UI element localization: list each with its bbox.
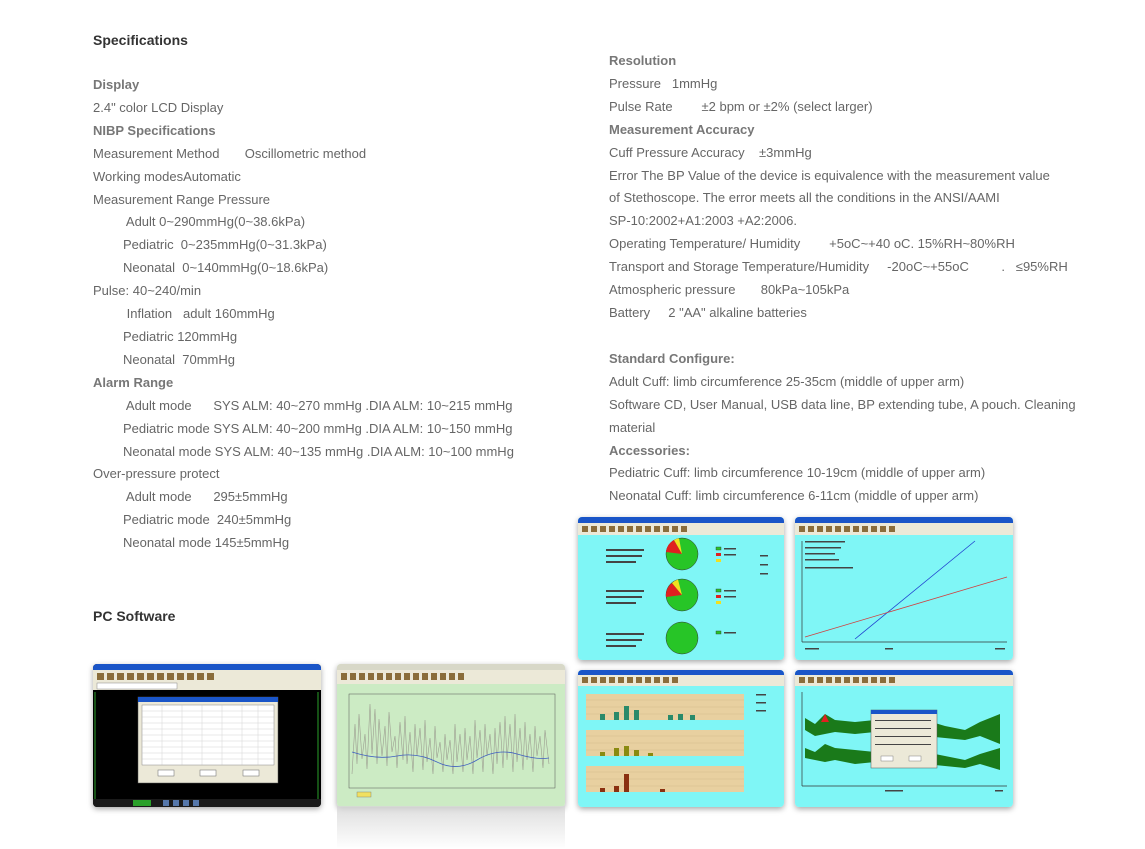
alarm-adult: Adult mode SYS ALM: 40~270 mmHg .DIA ALM: 10~215 mmHg bbox=[123, 397, 513, 413]
measurement-range: Measurement Range Pressure bbox=[93, 191, 271, 207]
display-heading: Display bbox=[93, 77, 140, 92]
software-screenshot-pie-charts bbox=[578, 517, 784, 660]
overpressure-heading: Over-pressure protect bbox=[93, 466, 220, 482]
software-screenshot-bar-charts bbox=[578, 670, 784, 807]
inflation-adult: Inflation adult 160mmHg bbox=[123, 306, 275, 322]
range-neonatal: Neonatal 0~140mmHg(0~18.6kPa) bbox=[123, 260, 329, 276]
cuff-accuracy: Cuff Pressure Accuracy ±3mmHg bbox=[609, 144, 812, 160]
range-pediatric: Pediatric 0~235mmHg(0~31.3kPa) bbox=[123, 237, 327, 253]
accessories-heading: Accessories: bbox=[609, 442, 690, 458]
measurement-method: Measurement Method Oscillometric method bbox=[93, 145, 367, 161]
resolution-pressure: Pressure 1mmHg bbox=[609, 75, 718, 91]
accessory-neonatal-cuff: Neonatal Cuff: limb circumference 6-11cm (middle of upper arm) bbox=[609, 488, 979, 504]
inflation-pediatric: Pediatric 120mmHg bbox=[123, 328, 238, 344]
working-modes: Working modesAutomatic bbox=[93, 168, 241, 184]
alarm-neonatal: Neonatal mode SYS ALM: 40~135 mmHg .DIA ALM: 10~100 mmHg bbox=[123, 443, 514, 459]
standard-software-line-2: material bbox=[609, 419, 656, 435]
accessory-pediatric-cuff: Pediatric Cuff: limb circumference 10-19cm (middle of upper arm) bbox=[609, 465, 986, 481]
overpressure-pediatric: Pediatric mode 240±5mmHg bbox=[123, 512, 292, 528]
pc-software-title: PC Software bbox=[93, 608, 176, 624]
accuracy-heading: Measurement Accuracy bbox=[609, 121, 755, 137]
range-adult: Adult 0~290mmHg(0~38.6kPa) bbox=[123, 214, 306, 230]
screenshot-reflection bbox=[337, 806, 565, 849]
battery: Battery 2 "AA" alkaline batteries bbox=[609, 304, 807, 320]
pulse-range: Pulse: 40~240/min bbox=[93, 283, 202, 299]
nibp-heading: NIBP Specifications bbox=[93, 122, 216, 138]
specs-left-column bbox=[93, 28, 573, 555]
resolution-pulse: Pulse Rate ±2 bpm or ±2% (select larger) bbox=[609, 98, 873, 114]
alarm-heading: Alarm Range bbox=[93, 374, 174, 390]
software-screenshot-trend-chart bbox=[337, 664, 565, 807]
alarm-pediatric: Pediatric mode SYS ALM: 40~200 mmHg .DIA ALM: 10~150 mmHg bbox=[123, 420, 513, 436]
inflation-neonatal: Neonatal 70mmHg bbox=[123, 351, 235, 367]
resolution-heading: Resolution bbox=[609, 53, 677, 68]
overpressure-adult: Adult mode 295±5mmHg bbox=[123, 489, 288, 505]
standard-cuff: Adult Cuff: limb circumference 25-35cm (middle of upper arm) bbox=[609, 373, 965, 389]
error-line-1: Error The BP Value of the device is equivalence with the measurement value bbox=[609, 167, 1050, 183]
error-line-2: of Stethoscope. The error meets all the conditions in the ANSI/AAMI bbox=[609, 190, 1000, 206]
operating-conditions: Operating Temperature/ Humidity +5oC~+40 oC. 15%RH~80%RH bbox=[609, 236, 1015, 252]
software-screenshot-area-chart bbox=[795, 670, 1013, 807]
standard-configure-heading: Standard Configure: bbox=[609, 350, 735, 366]
transport-conditions: Transport and Storage Temperature/Humidity -20oC~+55oC . ≤95%RH bbox=[609, 259, 1068, 275]
software-screenshot-line-chart bbox=[795, 517, 1013, 660]
specifications-title: Specifications bbox=[93, 32, 188, 48]
atmospheric-pressure: Atmospheric pressure 80kPa~105kPa bbox=[609, 282, 850, 298]
standard-software-line-1: Software CD, User Manual, USB data line, BP extending tube, A pouch. Cleaning bbox=[609, 396, 1076, 412]
display-value: 2.4" color LCD Display bbox=[93, 99, 224, 115]
error-line-3: SP-10:2002+A1:2003 +A2:2006. bbox=[609, 213, 797, 229]
specs-right-column bbox=[609, 50, 1109, 508]
overpressure-neonatal: Neonatal mode 145±5mmHg bbox=[123, 535, 290, 551]
software-screenshot-data-table bbox=[93, 664, 321, 807]
